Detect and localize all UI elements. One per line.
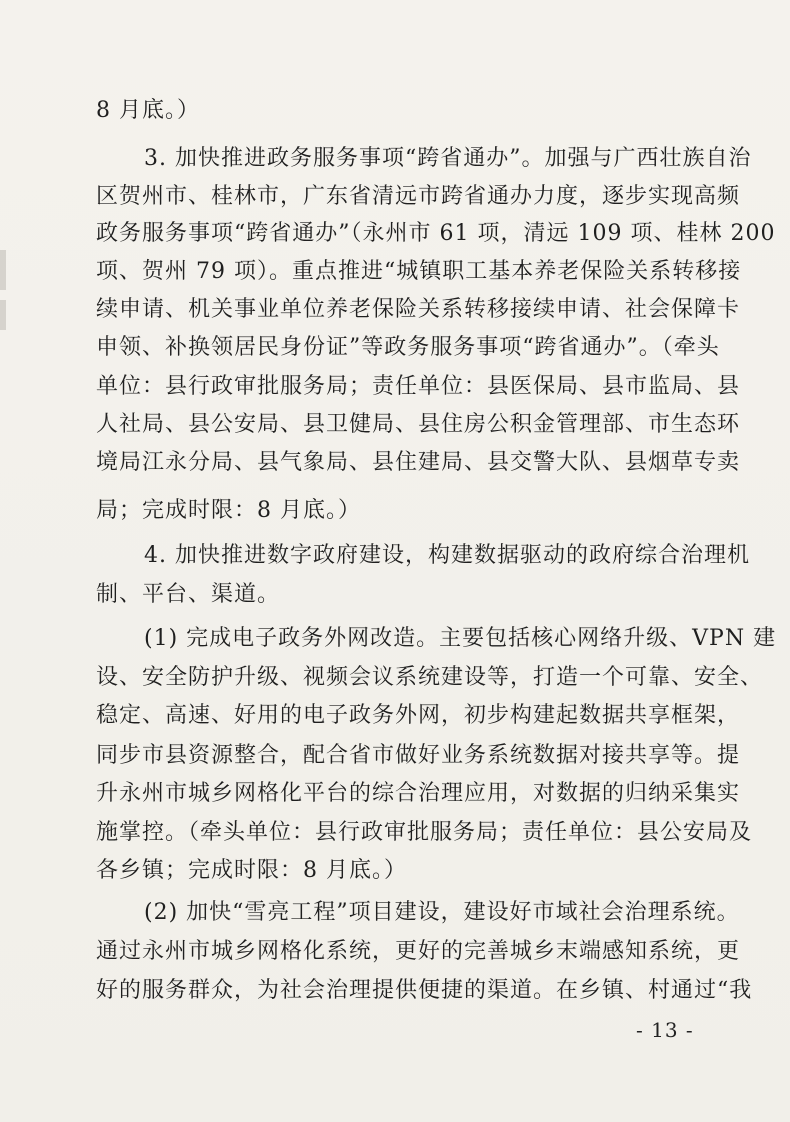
text-line: 境局江永分局、县气象局、县住建局、县交警大队、县烟草专卖 (96, 450, 741, 475)
text-line: 政务服务事项“跨省通办”（永州市 61 项，清远 109 项、桂林 200 (96, 221, 776, 246)
text-line: 施掌控。（牵头单位：县行政审批服务局；责任单位：县公安局及 (96, 820, 753, 845)
paragraph-heading-line: 4. 加快推进数字政府建设，构建数据驱动的政府综合治理机 (144, 543, 750, 568)
text-line: 8 月底。） (96, 98, 200, 123)
text-line: 设、安全防护升级、视频会议系统建设等，打造一个可靠、安全、 (96, 665, 764, 690)
text-line: 好的服务群众，为社会治理提供便捷的渠道。在乡镇、村通过“我 (96, 978, 753, 1003)
scan-binding-mark (0, 300, 6, 330)
subparagraph-heading-line: (1) 完成电子政务外网改造。主要包括核心网络升级、VPN 建 (144, 626, 777, 651)
subparagraph-heading-line: (2) 加快“雪亮工程”项目建设，建设好市域社会治理系统。 (144, 900, 740, 925)
text-line: 单位：县行政审批服务局；责任单位：县医保局、县市监局、县 (96, 374, 741, 399)
text-line: 续申请、机关事业单位养老保险关系转移接续申请、社会保障卡 (96, 297, 741, 322)
text-line: 制、平台、渠道。 (96, 582, 281, 607)
page-number: - 13 - (636, 1018, 694, 1042)
text-line: 稳定、高速、好用的电子政务外网，初步构建起数据共享框架， (96, 703, 741, 728)
paragraph-heading-line: 3. 加快推进政务服务事项“跨省通办”。加强与广西壮族自治 (144, 146, 752, 171)
text-line: 各乡镇；完成时限：8 月底。） (96, 858, 407, 883)
text-line: 升永州市城乡网格化平台的综合治理应用，对数据的归纳采集实 (96, 781, 741, 806)
text-line: 区贺州市、桂林市，广东省清远市跨省通办力度，逐步实现高频 (96, 184, 741, 209)
text-line: 局；完成时限：8 月底。） (96, 498, 361, 523)
text-line: 申领、补换领居民身份证”等政务服务事项“跨省通办”。（牵头 (96, 335, 720, 360)
scan-binding-mark (0, 250, 6, 290)
text-line: 同步市县资源整合，配合省市做好业务系统数据对接共享等。提 (96, 743, 741, 768)
text-line: 项、贺州 79 项）。重点推进“城镇职工基本养老保险关系转移接 (96, 259, 742, 284)
text-line: 通过永州市城乡网格化系统，更好的完善城乡末端感知系统，更 (96, 939, 741, 964)
text-line: 人社局、县公安局、县卫健局、县住房公积金管理部、市生态环 (96, 412, 741, 437)
